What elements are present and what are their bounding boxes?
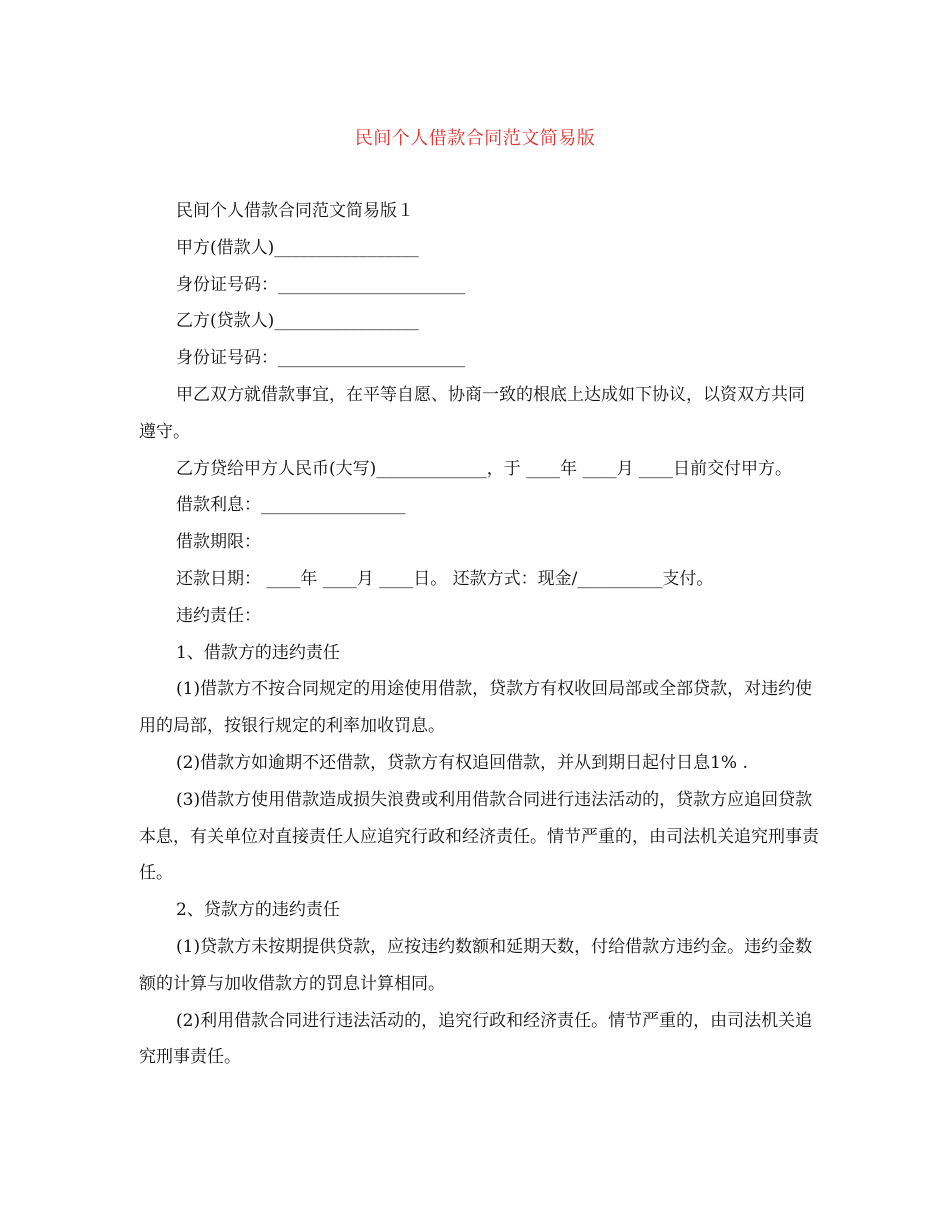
- party-b-id-line: 身份证号码：______________________: [176, 348, 465, 369]
- loan-term-line: 借款期限：: [176, 532, 261, 553]
- borrower-clause-2: (2)借款方如逾期不还借款，贷款方有权追回借款，并从到期日起付日息1% .: [176, 752, 748, 773]
- lender-liability-heading: 2、贷款方的违约责任: [176, 900, 340, 921]
- loan-interest-line: 借款利息：_________________: [176, 495, 406, 516]
- borrower-clause-3: (3)借款方使用借款造成损失浪费或利用借款合同进行违法活动的，贷款方应追回贷款本息，有关单位对直接责任人应追究行政和经济责任。情节严重的，由司法机关追究刑事责任。: [139, 789, 819, 884]
- section-heading: 民间个人借款合同范文简易版１: [176, 201, 414, 221]
- document-body: [139, 193, 819, 1076]
- party-b-line: 乙方(贷款人)_________________: [176, 311, 419, 332]
- agreement-paragraph: 甲乙双方就借款事宜，在平等自愿、协商一致的根底上达成如下协议，以资双方共同遵守。: [139, 384, 805, 442]
- repayment-line: 还款日期： ____年 ____月 ____日。 还款方式：现金/__________支付。: [176, 568, 714, 589]
- party-a-line: 甲方(借款人)_________________: [176, 237, 419, 258]
- liability-heading: 违约责任：: [176, 605, 261, 626]
- party-a-id-line: 身份证号码：______________________: [176, 274, 465, 295]
- lender-clause-2: (2)利用借款合同进行违法活动的，追究行政和经济责任。情节严重的，由司法机关追究刑事责任。: [139, 1010, 813, 1068]
- loan-amount-paragraph: 乙方贷给甲方人民币(大写)_____________，于 ____年 ____月 ____日前交付甲方。: [176, 458, 792, 479]
- borrower-clause-1: (1)借款方不按合同规定的用途使用借款，贷款方有权收回局部或全部贷款，对违约使用的局部，按银行规定的利率加收罚息。: [139, 679, 813, 737]
- lender-clause-1: (1)贷款方未按期提供贷款，应按违约数额和延期天数，付给借款方违约金。违约金数额的计算与加收借款方的罚息计算相同。: [139, 936, 813, 994]
- borrower-liability-heading: 1、借款方的违约责任: [176, 642, 340, 663]
- document-title: 民间个人借款合同范文简易版: [354, 128, 596, 149]
